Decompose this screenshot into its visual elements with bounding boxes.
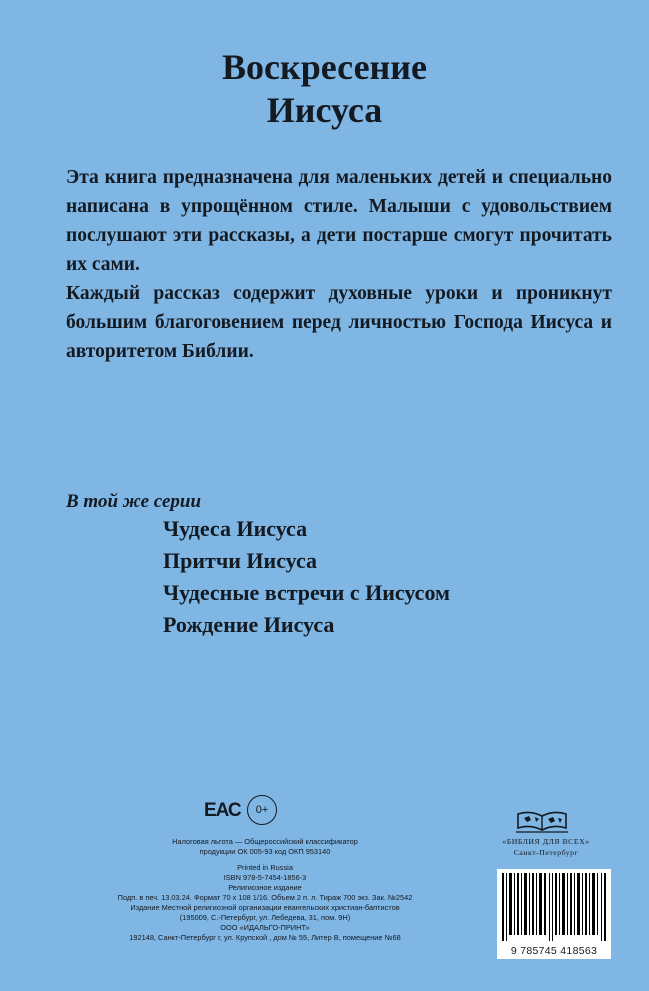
publisher-city: Санкт-Петербург — [513, 848, 579, 857]
imprint-line: (195009, С.-Петербург, ул. Лебедева, 31, пом. 9Н) — [179, 913, 351, 922]
imprint-line: 192148, Санкт-Петербург г, ул. Крупской , дом № 55, Литер В, помещение №68 — [129, 933, 401, 942]
open-book-logo-icon — [515, 808, 569, 839]
title-line-2: Иисуса — [266, 90, 383, 130]
publisher-info — [490, 836, 602, 858]
imprint-line: Издание Местной религиозной организации евангельских христиан-баптистов — [130, 903, 400, 912]
description-paragraph-1: Эта книга предназначена для маленьких детей и специально написана в упрощённом стиле. Малыши с удовольствием послушают эти рассказы, а дети постарше смогут прочитать их сами. — [66, 167, 612, 275]
series-list — [163, 513, 450, 641]
eac-mark: ЕАС — [204, 800, 241, 821]
imprint-line: ООО «ИДАЛЬГО-ПРИНТ» — [220, 923, 310, 932]
imprint-line: Printed in Russia — [237, 863, 293, 872]
publisher-name: «БИБЛИЯ ДЛЯ ВСЕХ» — [502, 837, 590, 846]
series-item: Чудеса Иисуса — [163, 516, 308, 541]
description-paragraph-2: Каждый рассказ содержит духовные уроки и проникнут большим благоговением перед личностью Господа Иисуса и авторитетом Библии. — [66, 283, 612, 362]
barcode-number: 9 785745 418563 — [510, 945, 598, 957]
imprint-line: Налоговая льгота — Общероссийский классификатор — [172, 837, 358, 846]
series-label: В той же серии — [66, 491, 202, 512]
imprint-line: продукции ОК 005-93 код ОКП 953140 — [199, 847, 331, 856]
age-rating-text: 0+ — [255, 804, 269, 816]
book-title — [0, 46, 649, 132]
title-line-1: Воскресение — [221, 47, 428, 87]
imprint-line: Подп. в печ. 13.03.24. Формат 70 х 108 1/16. Объем 2 п. л. Тираж 700 экз. Зак. №2542 — [117, 893, 413, 902]
age-rating-badge — [247, 795, 277, 825]
imprint-block — [110, 837, 420, 943]
series-item: Чудесные встречи с Иисусом — [163, 580, 451, 605]
isbn-barcode — [497, 869, 611, 959]
imprint-line: Религиозное издание — [228, 883, 302, 892]
imprint-line: ISBN 978-5-7454-1856-3 — [223, 873, 307, 882]
series-item: Притчи Иисуса — [163, 548, 318, 573]
book-description — [66, 163, 612, 366]
series-item: Рождение Иисуса — [163, 612, 335, 637]
